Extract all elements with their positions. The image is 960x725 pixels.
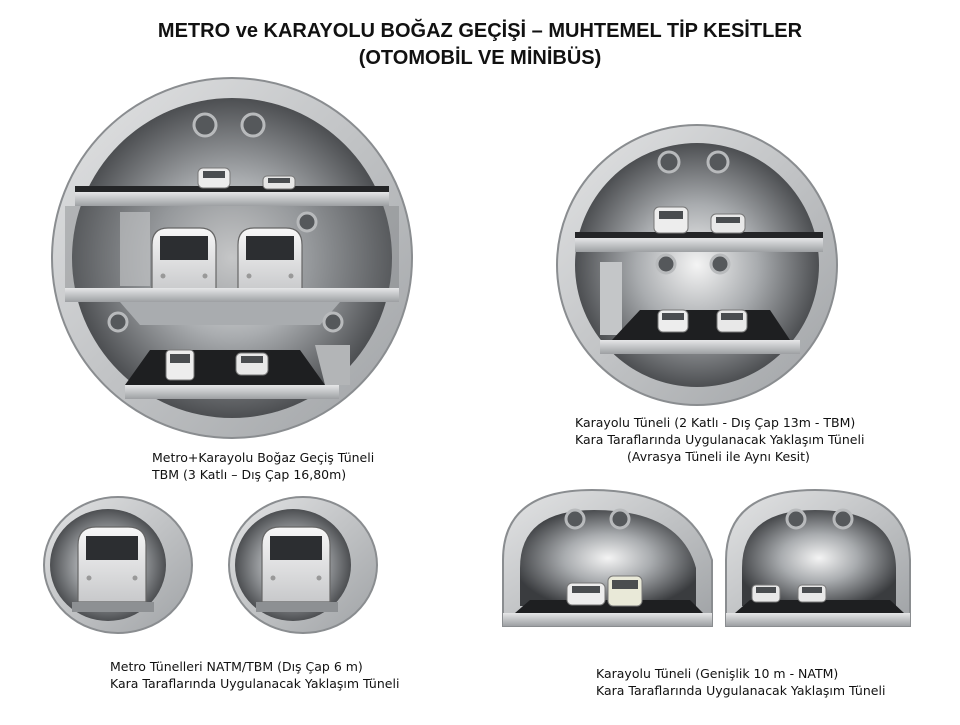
caption-natm-road-tunnels	[596, 665, 885, 699]
upper-road-surface	[75, 186, 389, 192]
caption-line: Kara Taraflarında Uygulanacak Yaklaşım Tüneli	[596, 683, 886, 698]
lower-deck-slab	[125, 385, 339, 399]
metro-level	[65, 206, 399, 288]
road-slab	[726, 613, 910, 626]
vent-pipe-icon	[657, 255, 675, 273]
caption-line: Metro+Karayolu Boğaz Geçiş Tüneli	[152, 450, 375, 465]
lower-deck-slab	[600, 340, 800, 354]
lower-road-surface	[612, 310, 790, 340]
car-icon	[654, 207, 688, 233]
minibus-icon	[166, 350, 194, 380]
car-icon	[798, 585, 826, 602]
vent-pipe-icon	[611, 510, 629, 528]
caption-line: Karayolu Tüneli (Genişlik 10 m - NATM)	[596, 666, 839, 681]
road-slab	[503, 613, 712, 626]
vent-pipe-icon	[834, 510, 852, 528]
metro-train-icon	[78, 527, 146, 602]
vent-pipe-icon	[194, 114, 216, 136]
track-bed	[120, 302, 340, 325]
stairs	[120, 212, 150, 286]
stairs	[600, 262, 622, 335]
metro-train-icon	[262, 527, 330, 602]
car-icon	[263, 176, 295, 189]
track-bed	[72, 602, 154, 612]
caption-line: (Avrasya Tüneli ile Aynı Kesit)	[627, 449, 810, 464]
vent-pipe-icon	[711, 255, 729, 273]
vent-pipe-icon	[298, 213, 316, 231]
caption-line: TBM (3 Katlı – Dış Çap 16,80m)	[152, 467, 347, 482]
metro-train-icon	[152, 228, 216, 292]
caption-two-level-road-tunnel	[575, 414, 864, 465]
vent-pipe-icon	[787, 510, 805, 528]
car-icon	[711, 214, 745, 233]
metro-road-tunnel-section	[52, 78, 412, 438]
track-bed	[256, 602, 338, 612]
vent-pipe-icon	[324, 313, 342, 331]
vent-pipe-icon	[566, 510, 584, 528]
metro-tunnels-section	[44, 497, 377, 633]
vent-pipe-icon	[109, 313, 127, 331]
page-subtitle: (OTOMOBİL VE MİNİBÜS)	[358, 47, 602, 69]
vent-pipe-icon	[659, 152, 679, 172]
vent-pipe-icon	[242, 114, 264, 136]
minibus-icon	[608, 576, 642, 606]
natm-road-tunnels-section	[503, 490, 910, 626]
car-icon	[198, 168, 230, 188]
upper-road-deck	[575, 238, 823, 252]
caption-metro-road-tunnel	[152, 449, 374, 483]
lower-road-surface	[125, 350, 325, 385]
page-title: METRO ve KARAYOLU BOĞAZ GEÇİŞİ – MUHTEMEL TİP KESİTLER	[157, 20, 803, 42]
two-level-road-tunnel-section	[557, 125, 837, 405]
metro-platform-slab	[65, 288, 399, 302]
car-icon	[236, 353, 268, 375]
caption-line: Karayolu Tüneli (2 Katlı - Dış Çap 13m - TBM)	[575, 415, 856, 430]
caption-line: Metro Tünelleri NATM/TBM (Dış Çap 6 m)	[110, 659, 363, 674]
upper-road-surface	[575, 232, 823, 238]
vent-pipe-icon	[708, 152, 728, 172]
upper-road-deck	[75, 192, 389, 206]
car-icon	[752, 585, 780, 602]
caption-metro-tunnels	[110, 658, 399, 692]
car-icon	[567, 583, 605, 605]
caption-line: Kara Taraflarında Uygulanacak Yaklaşım Tüneli	[575, 432, 865, 447]
car-icon	[717, 310, 747, 332]
metro-train-icon	[238, 228, 302, 292]
caption-line: Kara Taraflarında Uygulanacak Yaklaşım Tüneli	[110, 676, 400, 691]
car-icon	[658, 310, 688, 332]
